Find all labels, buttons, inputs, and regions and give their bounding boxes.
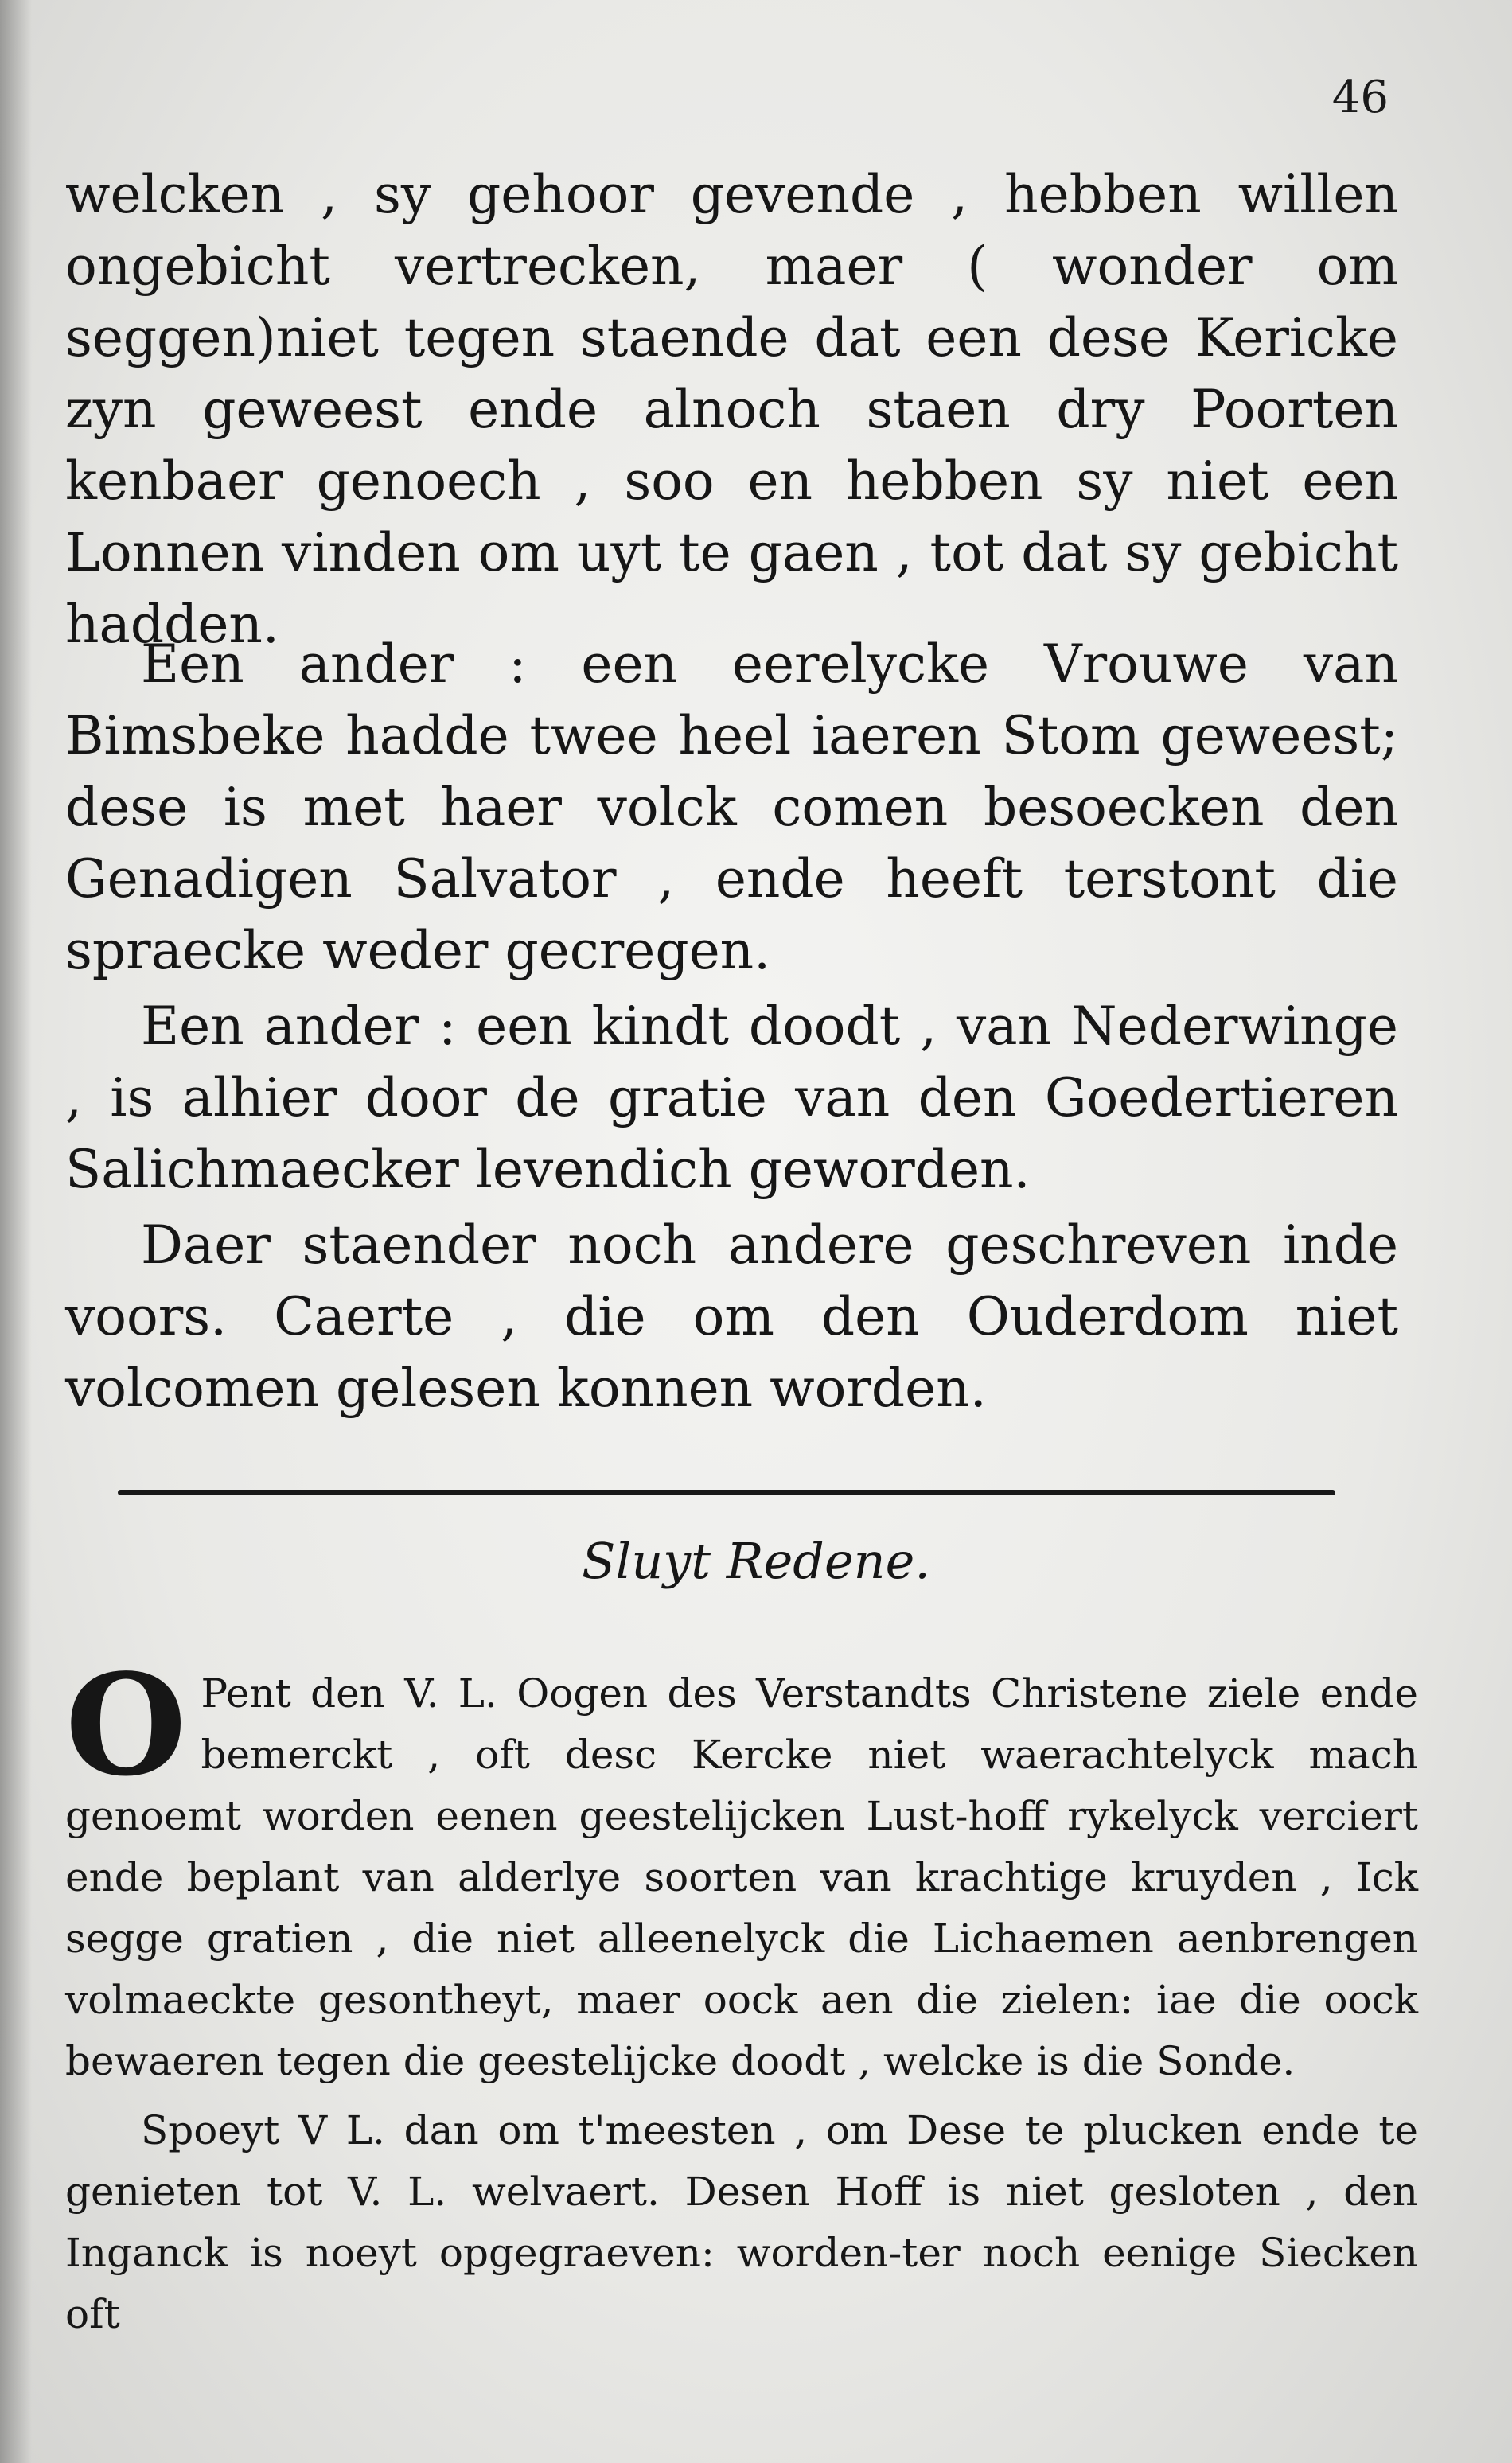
paragraph-3 <box>65 991 1398 1206</box>
paragraph-4 <box>65 1210 1398 1424</box>
paragraph-3-text: Een ander : een kindt doodt , van Nederwinge , is alhier door de gratie van den Goedertieren Salichmaecker levendich geworden. <box>65 996 1398 1200</box>
section-heading: Sluyt Redene. <box>582 1532 930 1590</box>
closing-section <box>65 1644 1418 2345</box>
page-edge-shadow <box>0 0 32 2463</box>
paragraph-2 <box>65 629 1398 987</box>
paragraph-4-text: Daer staender noch andere geschreven inde voors. Caerte , die om den Ouderdom niet volcomen gelesen konnen worden. <box>65 1214 1398 1419</box>
closing-paragraph-1: Pent den V. L. Oogen des Verstandts Christene ziele ende bemerckt , oft desc Kercke niet waerachtelyck mach genoemt worden eenen geestelijcken Lust-hoff rykelyck verciert ende beplant van alderlye soorten van krachtige kruyden , Ick segge gratien , die niet alleenelyck die Lichaemen aenbrengen volmaeckte gesontheyt, maer oock aen die zielen: iae die oock bewaeren tegen die geestelijcke doodt , welcke is die Sonde. <box>65 1670 1418 2084</box>
closing-paragraph-2: Spoeyt V L. dan om t'meesten , om Dese te plucken ende te genieten tot V. L. welvaert. Desen Hoff is niet gesloten , den Inganck is noeyt opgegraeven: worden-ter noch eenige Siecken oft <box>65 2107 1418 2337</box>
paragraph-2-text: Een ander : een eerelycke Vrouwe van Bimsbeke hadde twee heel iaeren Stom geweest; dese is met haer volck comen besoecken den Genadigen Salvator , ende heeft terstont die spraecke weder gecregen. <box>65 633 1398 981</box>
section-divider <box>118 1490 1335 1495</box>
page-number: 46 <box>1331 72 1389 123</box>
paragraph-1-text: welcken , sy gehoor gevende , hebben willen ongebicht vertrecken, maer ( wonder om seggen)niet tegen staende dat een dese Kericke zyn geweest ende alnoch staen dry Poorten kenbaer genoech , soo en hebben sy niet een Lonnen vinden om uyt te gaen , tot dat sy gebicht hadden. <box>65 164 1398 655</box>
drop-cap: O <box>65 1644 187 1807</box>
paragraph-1 <box>65 159 1398 661</box>
